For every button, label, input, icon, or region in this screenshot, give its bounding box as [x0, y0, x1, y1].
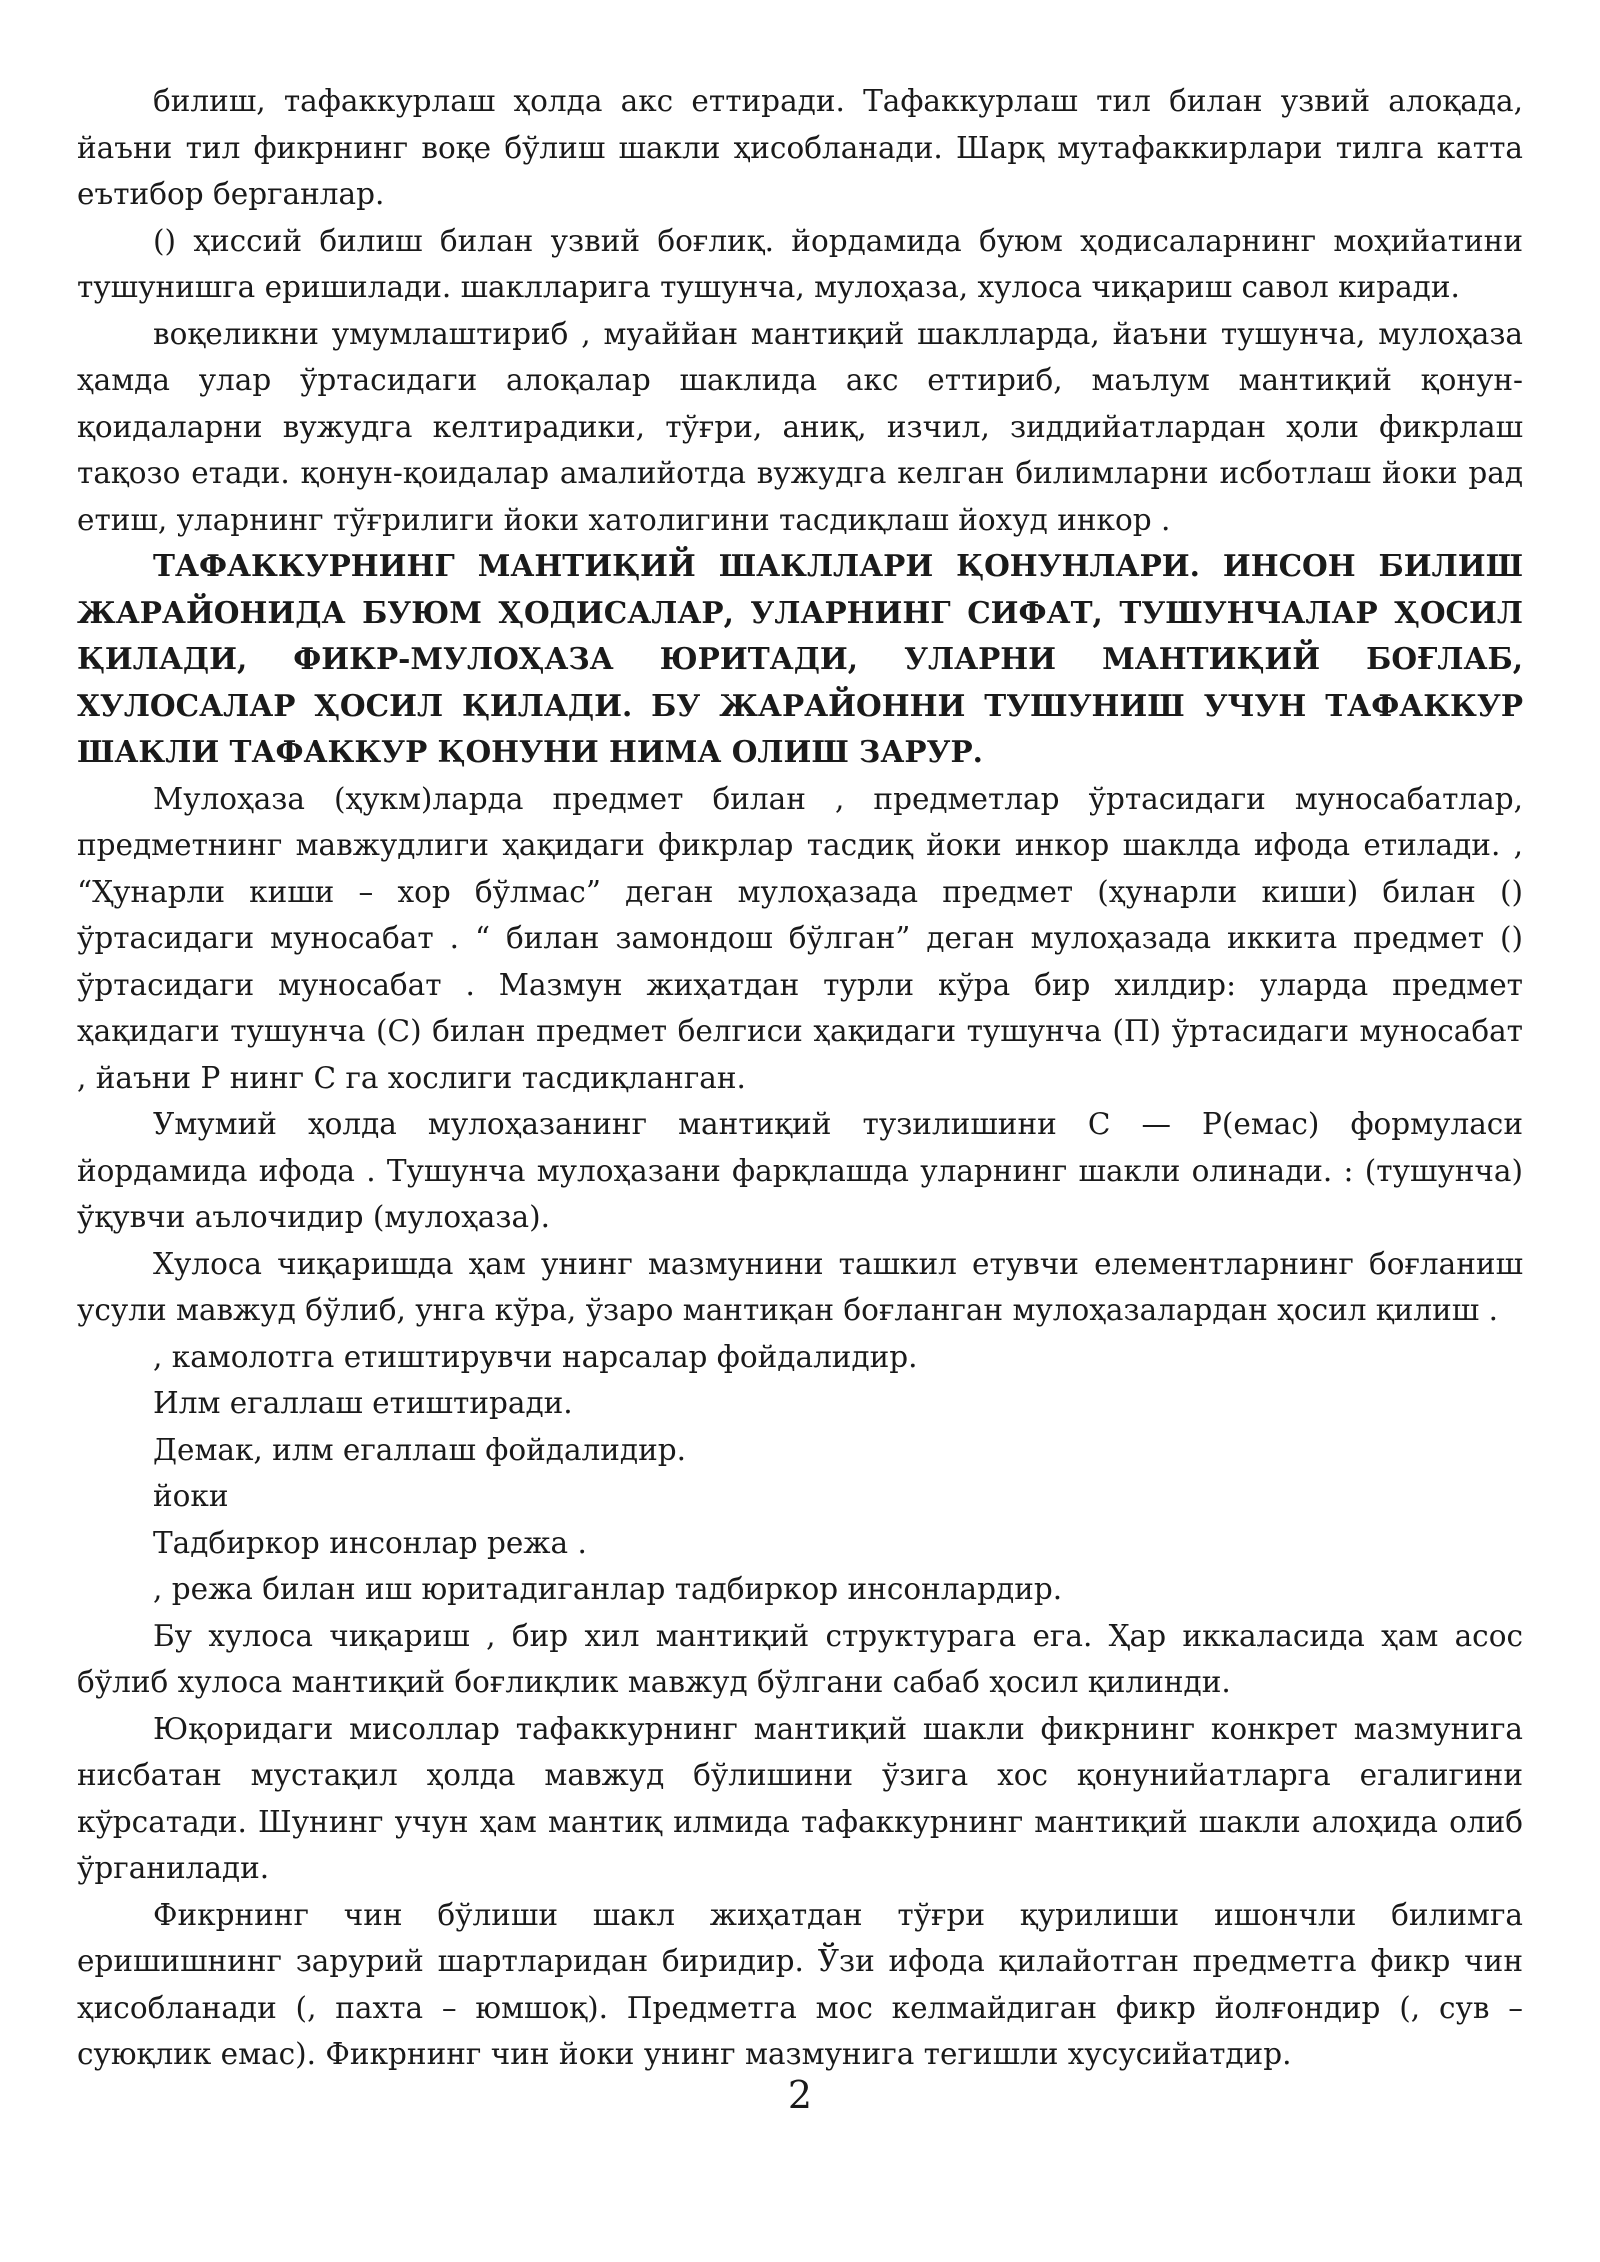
example-separator: йоки	[153, 1479, 229, 1513]
paragraph-16: Фикрнинг чин бўлиши шакл жиҳатдан тўғри қурилиши ишончли билимга еришишнинг зарурий шартларидан биридир. Ўзи ифода қилайотган предметга фикр чин ҳисобланади (, пахта – юмшоқ). Предметга мос келмайдиган фикр йолғондир (, сув – суюқлик емас). Фикрнинг чин йоки унинг мазмунига тегишли хусусийатдир.	[77, 1897, 1523, 2071]
example-line-4: Тадбиркор инсонлар режа .	[153, 1525, 587, 1560]
paragraph-14: Бу хулоса чиқариш , бир хил мантиқий структурага ега. Ҳар иккаласида ҳам асос бўлиб хулоса мантиқий боғлиқлик мавжуд бўлгани сабаб ҳосил қилинди.	[77, 1618, 1523, 1699]
paragraph-2: () ҳиссий билиш билан узвий боғлиқ. йордамида буюм ҳодисаларнинг моҳийатини тушунишга еришилади. шаклларига тушунча, мулоҳаза, хулоса чиқариш савол киради.	[77, 223, 1523, 304]
example-line-2: Илм егаллаш етиштиради.	[153, 1386, 573, 1420]
paragraph-1: билиш, тафаккурлаш ҳолда акс еттиради. Тафаккурлаш тил билан узвий алоқада, йаъни тил фикрнинг воқе бўлиш шакли ҳисобланади. Шарқ мутафаккирлари тилга катта еътибор берганлар.	[77, 84, 1523, 211]
paragraph-5: Мулоҳаза (ҳукм)ларда предмет билан , предметлар ўртасидаги муносабатлар, предметнинг мавжудлиги ҳақидаги фикрлар тасдиқ йоки инкор шаклда ифода етилади. , “Ҳунарли киши – хор бўлмас” деган мулоҳазада предмет (ҳунарли киши) билан () ўртасидаги муносабат . “ билан замондош бўлган” деган мулоҳазада иккита предмет () ўртасидаги муносабат . Мазмун жиҳатдан турли кўра бир хилдир: уларда предмет ҳақидаги тушунча (С) билан предмет белгиси ҳақидаги тушунча (П) ўртасидаги муносабат , йаъни Р нинг С га хослиги тасдиқланган.	[77, 781, 1523, 1095]
example-line-3: Демак, илм егаллаш фойдалидир.	[153, 1432, 687, 1467]
section-heading: ТАФАККУРНИНГ МАНТИҚИЙ ШАКЛЛАРИ ҚОНУНЛАРИ. ИНСОН БИЛИШ ЖАРАЙОНИДА БУЮМ ҲОДИСАЛАР, УЛАРНИНГ СИФАТ, ТУШУНЧАЛАР ҲОСИЛ ҚИЛАДИ, ФИКР-МУЛОҲАЗА ЮРИТАДИ, УЛАРНИ МАНТИҚИЙ БОҒЛАБ, ХУЛОСАЛАР ҲОСИЛ ҚИЛАДИ. БУ ЖАРАЙОННИ ТУШУНИШ УЧУН ТАФАККУР ШАКЛИ ТАФАККУР ҚОНУНИ НИМА ОЛИШ ЗАРУР.	[77, 548, 1523, 769]
paragraph-6: Умумий ҳолда мулоҳазанинг мантиқий тузилишини С — Р(емас) формуласи йордамида ифода . Тушунча мулоҳазани фарқлашда уларнинг шакли олинади. : (тушунча) ўқувчи аълочидир (мулоҳаза).	[77, 1107, 1523, 1234]
page-body	[77, 78, 1523, 2078]
paragraph-3: воқеликни умумлаштириб , муаййан мантиқий шаклларда, йаъни тушунча, мулоҳаза ҳамда улар ўртасидаги алоқалар шаклида акс еттириб, маълум мантиқий қонун-қоидаларни вужудга келтирадики, тўғри, аниқ, изчил, зиддийатлардан ҳоли фикрлаш тақозо етади. қонун-қоидалар амалийотда вужудга келган билимларни исботлаш йоки рад етиш, уларнинг тўғрилиги йоки хатолигини тасдиқлаш йохуд инкор .	[77, 316, 1523, 537]
example-line-1: , камолотга етиштирувчи нарсалар фойдалидир.	[153, 1339, 918, 1374]
paragraph-7: Хулоса чиқаришда ҳам унинг мазмунини ташкил етувчи елементларнинг боғланиш усули мавжуд бўлиб, унга кўра, ўзаро мантиқан боғланган мулоҳазалардан ҳосил қилиш .	[77, 1246, 1523, 1327]
example-line-5: , режа билан иш юритадиганлар тадбиркор инсонлардир.	[153, 1572, 1063, 1606]
paragraph-15: Юқоридаги мисоллар тафаккурнинг мантиқий шакли фикрнинг конкрет мазмунига нисбатан мустақил ҳолда мавжуд бўлишини ўзига хос қонунийатларга егалигини кўрсатади. Шунинг учун ҳам мантиқ илмида тафаккурнинг мантиқий шакли алоҳида олиб ўрганилади.	[77, 1711, 1523, 1885]
page-number: 2	[787, 2073, 813, 2117]
